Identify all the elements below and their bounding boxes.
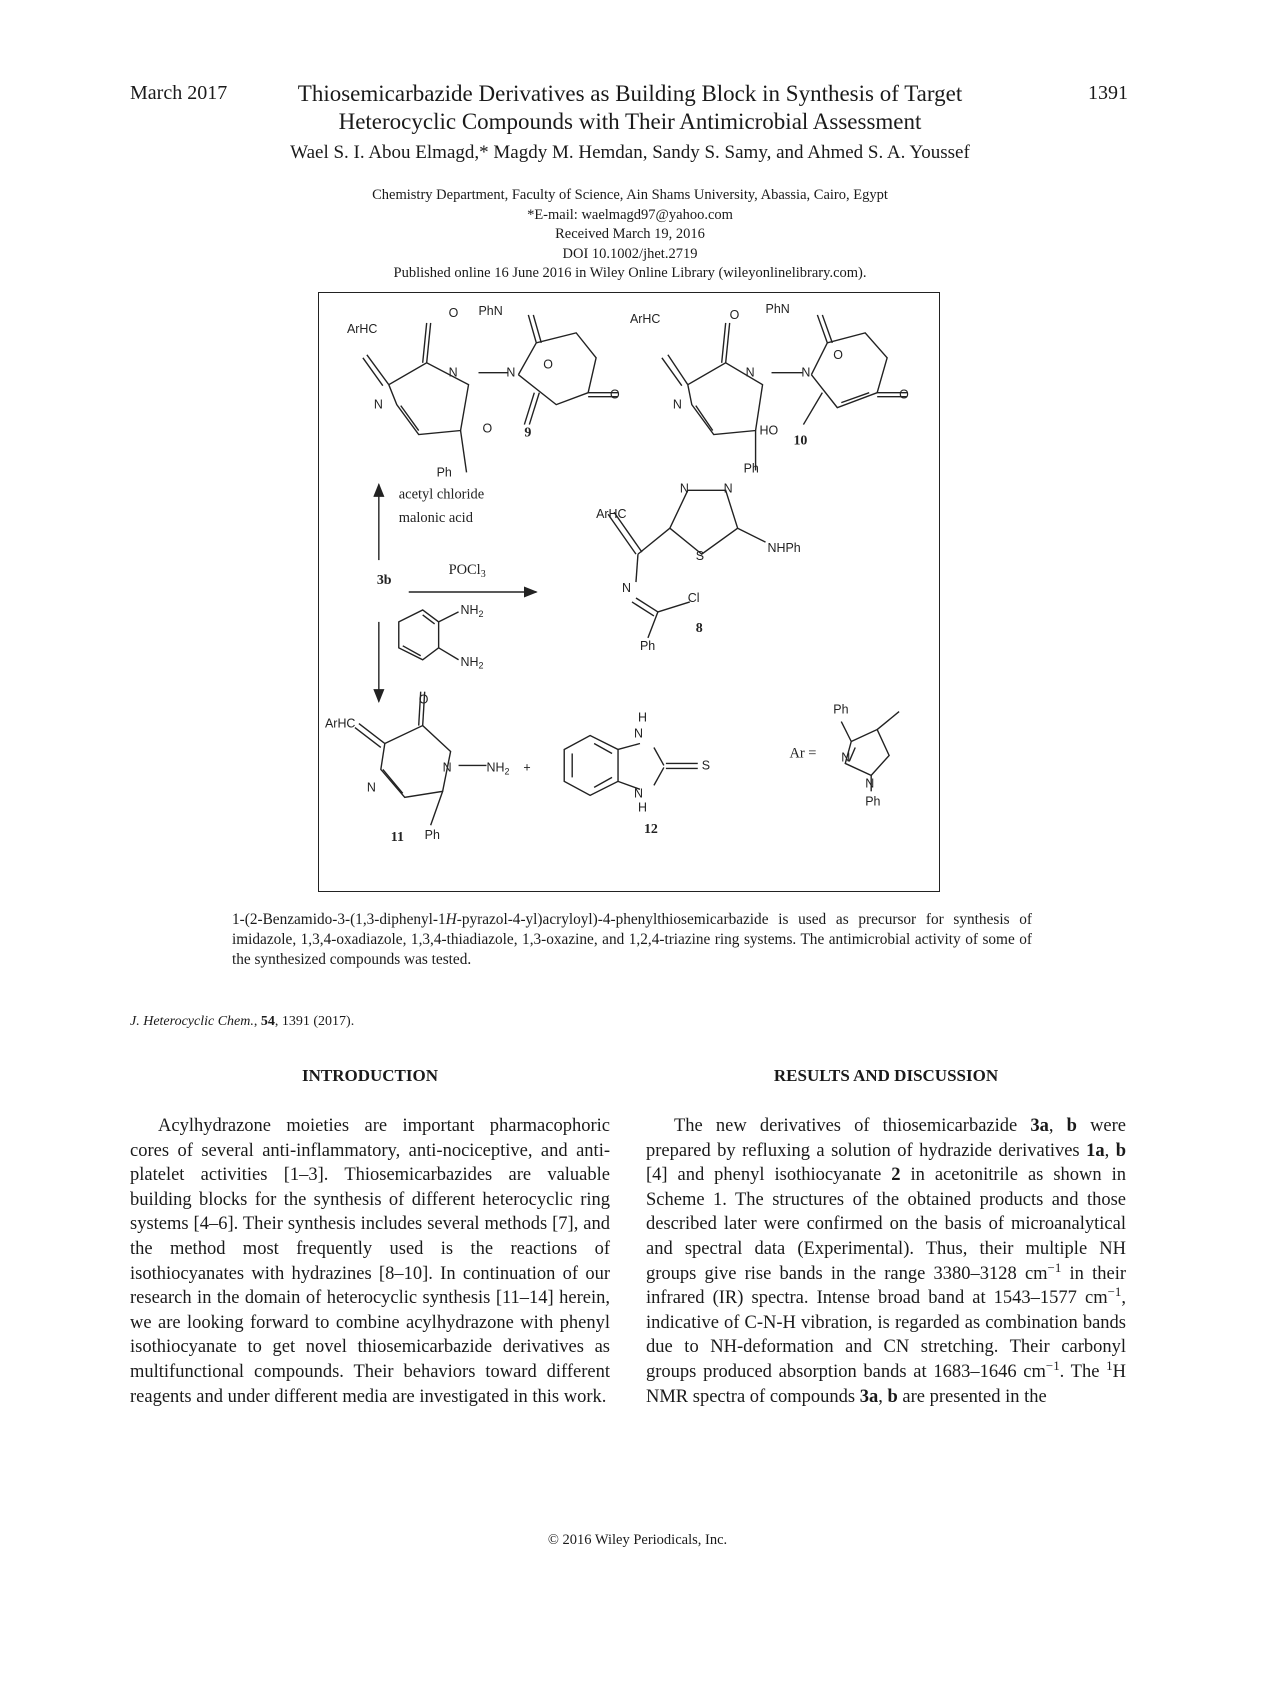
svg-text:Ph: Ph xyxy=(743,461,759,476)
svg-text:O: O xyxy=(482,421,493,436)
paper-title xyxy=(240,80,1020,136)
svg-text:Ph: Ph xyxy=(865,794,881,809)
compound-label-10: 10 xyxy=(793,433,808,449)
paper-title-line-1: Thiosemicarbazide Derivatives as Building Block in Synthesis of Target xyxy=(297,81,963,106)
authors: Wael S. I. Abou Elmagd,* Magdy M. Hemdan, Sandy S. Samy, and Ahmed S. A. Youssef xyxy=(290,142,970,163)
reagent-malonic-acid: malonic acid xyxy=(398,510,473,527)
svg-text:Cl: Cl xyxy=(687,590,700,605)
reaction-scheme-drawing xyxy=(319,293,939,891)
compound-label-8: 8 xyxy=(695,620,703,636)
svg-text:N: N xyxy=(801,365,811,380)
results-heading: RESULTS AND DISCUSSION xyxy=(773,1066,999,1085)
svg-text:ArHC: ArHC xyxy=(629,311,661,326)
introduction-paragraph: Acylhydrazone moieties are important pharmacophoric cores of several anti-inflammatory, anti-nociceptive, and anti-platelet activities [1–3]. Thiosemicarbazides are valuable building blocks for the synthesis of different heterocyclic ring systems [4–6]. Their synthesis includes several methods [7], and the method most frequently used is the reactions of isothiocyanates with hydrazines [8–10]. In continuation of our research in the domain of heterocyclic synthesis [11–14] herein, we are looking forward to combine acylhydrazone with phenyl isothiocyanate to get novel thiosemicarbazide derivatives as multifunctional compounds. Their behaviors toward different reagents and under different media are investigated in this work. xyxy=(130,1116,610,1407)
abstract: 1-(2-Benzamido-3-(1,3-diphenyl-1H-pyrazol-4-yl)acryloyl)-4-phenylthiosemicarbazide is used as precursor for synthesis of imidazole, 1,3,4-oxadiazole, 1,3,4-thiadiazole, 1,3-oxazine, and 1,2,4-triazine ring systems. The antimicrobial activity of some of the synthesized compounds was tested. xyxy=(232,911,1032,968)
svg-text:H: H xyxy=(637,710,647,725)
published-note: Published online 16 June 2016 in Wiley Online Library (wileyonlinelibrary.com). xyxy=(393,265,867,281)
svg-text:N: N xyxy=(633,786,643,801)
compound-8-structure xyxy=(608,490,765,638)
compound-9-structure xyxy=(363,315,618,472)
svg-text:N: N xyxy=(723,481,733,496)
svg-text:NH2: $NH_2$ xyxy=(460,654,484,671)
svg-text:N: N xyxy=(633,726,643,741)
svg-text:Ph: Ph xyxy=(833,702,849,717)
email[interactable]: *E-mail: waelmagd97@yahoo.com xyxy=(527,206,733,223)
svg-text:Ph: Ph xyxy=(424,828,440,843)
svg-text:N: N xyxy=(745,365,755,380)
received-date: Received March 19, 2016 xyxy=(555,226,705,242)
results-text xyxy=(646,1114,1126,1409)
atom-labels xyxy=(325,302,909,842)
svg-text:O: O xyxy=(899,387,909,402)
svg-text:N: N xyxy=(622,581,632,595)
svg-text:O: O xyxy=(448,305,459,320)
header-page-number: 1391 xyxy=(1088,82,1128,104)
introduction-text xyxy=(130,1114,610,1409)
svg-text:Ph: Ph xyxy=(639,638,656,653)
start-compound-label: 3b xyxy=(376,573,392,589)
results-paragraph: The new derivatives of thiosemicarbazide 3a, b were prepared by refluxing a solution of hydrazide derivatives 1a, b [4] and phenyl isothiocyanate 2 in acetonitrile as shown in Scheme 1. The structures of the obtained products and those described later were confirmed on the basis of microanalytical and spectral data (Experimental). Thus, their multiple NH groups give rise bands in the range 3380–3128 $cm^{-1}$ in their infrared (IR) spectra. Intense broad band at 1543–1577 $cm^{-1}$, indicative of C-N-H vibration, is regarded as combination bands due to NH-deformation and CN stretching. Their carbonyl groups produced absorption bands at 1683–1646 $cm^{-1}$. The $^1$H NMR spectra of compounds 3a, b are presented in the xyxy=(646,1116,1127,1407)
svg-text:PhN: PhN xyxy=(765,301,790,316)
svg-text:ArHC: ArHC xyxy=(325,716,356,731)
o-phenylenediamine-structure xyxy=(399,610,459,660)
svg-text:Ph: Ph xyxy=(436,465,452,480)
svg-text:N: N xyxy=(672,397,682,412)
article-meta xyxy=(240,186,1020,284)
svg-text:PhN: PhN xyxy=(478,303,503,318)
svg-text:NH2: $NH_2$ xyxy=(460,602,484,619)
paper-title-line-2: Heterocyclic Compounds with Their Antimicrobial Assessment xyxy=(338,109,922,134)
svg-text:O: O xyxy=(833,347,844,362)
svg-text:+: + xyxy=(523,760,531,775)
svg-text:HO: HO xyxy=(759,423,779,438)
svg-text:O: O xyxy=(418,692,429,707)
svg-text:O: O xyxy=(610,387,620,402)
svg-text:N: N xyxy=(373,397,383,412)
reagent-acetyl-chloride: acetyl chloride xyxy=(398,486,485,503)
ar-definition-label: Ar = xyxy=(789,745,817,762)
compound-label-12: 12 xyxy=(643,822,658,838)
header-date: March 2017 xyxy=(130,82,228,104)
svg-text:NH2: $NH_2$ xyxy=(486,760,510,777)
compound-label-9: 9 xyxy=(524,425,532,441)
copyright-footer: © 2016 Wiley Periodicals, Inc. xyxy=(547,1532,728,1548)
svg-text:N: N xyxy=(442,760,452,775)
svg-text:N: N xyxy=(679,481,689,496)
compound-10-structure xyxy=(662,315,907,470)
compound-12-structure xyxy=(564,736,698,796)
reagent-pocl3: POCl$_3$ xyxy=(448,562,486,581)
svg-text:S: S xyxy=(695,549,705,564)
journal-citation: J. Heterocyclic Chem., 54, 1391 (2017). xyxy=(130,1014,355,1029)
svg-text:N: N xyxy=(366,780,376,795)
svg-text:ArHC: ArHC xyxy=(596,507,627,522)
doi[interactable]: DOI 10.1002/jhet.2719 xyxy=(562,245,698,262)
compound-label-11: 11 xyxy=(390,830,404,846)
affiliation: Chemistry Department, Faculty of Science, Ain Shams University, Abassia, Cairo, Egypt xyxy=(372,187,888,203)
compound-11-structure xyxy=(355,692,487,826)
svg-text:S: S xyxy=(701,758,711,773)
introduction-heading: INTRODUCTION xyxy=(301,1066,439,1085)
svg-text:O: O xyxy=(543,357,553,372)
svg-text:ArHC: ArHC xyxy=(346,321,378,336)
svg-text:N: N xyxy=(841,750,851,765)
svg-text:H: H xyxy=(637,800,647,815)
reaction-scheme xyxy=(318,292,940,892)
svg-text:O: O xyxy=(729,307,740,322)
svg-text:NHPh: NHPh xyxy=(767,541,801,556)
svg-text:N: N xyxy=(448,365,458,380)
svg-text:N: N xyxy=(506,365,516,380)
svg-text:N: N xyxy=(865,776,875,791)
